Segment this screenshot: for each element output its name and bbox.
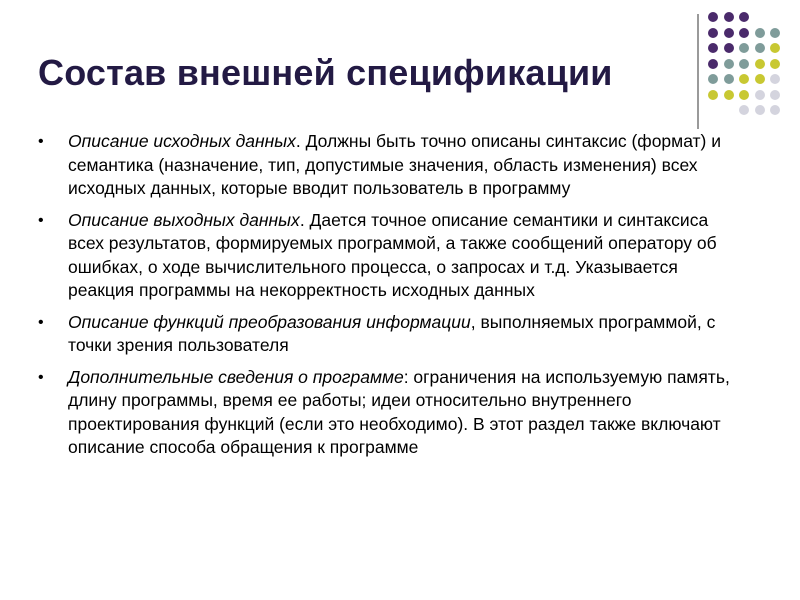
decorative-dot xyxy=(755,74,765,84)
decorative-dot xyxy=(724,12,734,22)
vertical-divider xyxy=(697,14,699,129)
decorative-dot xyxy=(755,43,765,53)
decorative-dot xyxy=(708,74,718,84)
decorative-dot xyxy=(755,90,765,100)
slide-title: Состав внешней спецификации xyxy=(38,52,613,93)
decorative-dot xyxy=(739,90,749,100)
decorative-dot xyxy=(724,90,734,100)
decorative-dot xyxy=(739,74,749,84)
decorative-dot xyxy=(770,43,780,53)
decorative-dot xyxy=(770,105,780,115)
decorative-dot xyxy=(724,59,734,69)
decorative-dot xyxy=(739,12,749,22)
bullet-item xyxy=(38,209,748,303)
decorative-dot xyxy=(755,59,765,69)
bullet-text: . Должны быть точно описаны синтаксис (формат) и семантика (назначение, тип, допустимые значения, область изменения) всех исходных данных, которые вводит пользователь в программу xyxy=(68,131,722,198)
bullet-term: Описание функций преобразования информации xyxy=(68,311,471,332)
decorative-dot xyxy=(739,59,749,69)
bullet-icon: • xyxy=(38,211,44,229)
decorative-dot xyxy=(708,43,718,53)
decorative-dot xyxy=(724,43,734,53)
decorative-dot xyxy=(708,59,718,69)
bullet-text: , выполняемых программой, с точки зрения пользователя xyxy=(68,311,716,355)
bullet-icon: • xyxy=(38,313,44,331)
decorative-dot xyxy=(755,28,765,38)
bullet-text: . Дается точное описание семантики и синтаксиса всех результатов, формируемых программой, а также сообщений оператору об ошибках, о ходе вычислительного процесса, о запросах и т.д. Указывается реакция программы на некорректность исходных данных xyxy=(68,209,717,300)
decorative-dot xyxy=(739,105,749,115)
decorative-dot xyxy=(770,90,780,100)
bullet-item xyxy=(38,366,748,460)
decorative-dot xyxy=(724,28,734,38)
bullet-term: Описание выходных данных xyxy=(68,209,300,230)
bullet-icon: • xyxy=(38,133,44,150)
decorative-dot xyxy=(708,28,718,38)
decorative-dot xyxy=(708,90,718,100)
bullet-text: : ограничения на используемую память, длину программы, время ее работы; идеи относительно внутреннего проектирования функций (если это необходимо). В этот раздел также включают описание способа обращения к программе xyxy=(68,366,730,457)
decorative-dot xyxy=(770,74,780,84)
bullet-term: Дополнительные сведения о программе xyxy=(68,366,404,387)
bullet-list xyxy=(38,130,748,468)
decorative-dot xyxy=(708,12,718,22)
decorative-dot xyxy=(755,105,765,115)
bullet-item xyxy=(38,311,748,358)
decorative-dot xyxy=(724,74,734,84)
decorative-dot xyxy=(770,59,780,69)
bullet-item xyxy=(38,130,748,201)
bullet-term: Описание исходных данных xyxy=(68,131,296,151)
decorative-dot xyxy=(770,28,780,38)
decorative-dot xyxy=(739,43,749,53)
decorative-dot xyxy=(739,28,749,38)
bullet-icon: • xyxy=(38,368,44,386)
